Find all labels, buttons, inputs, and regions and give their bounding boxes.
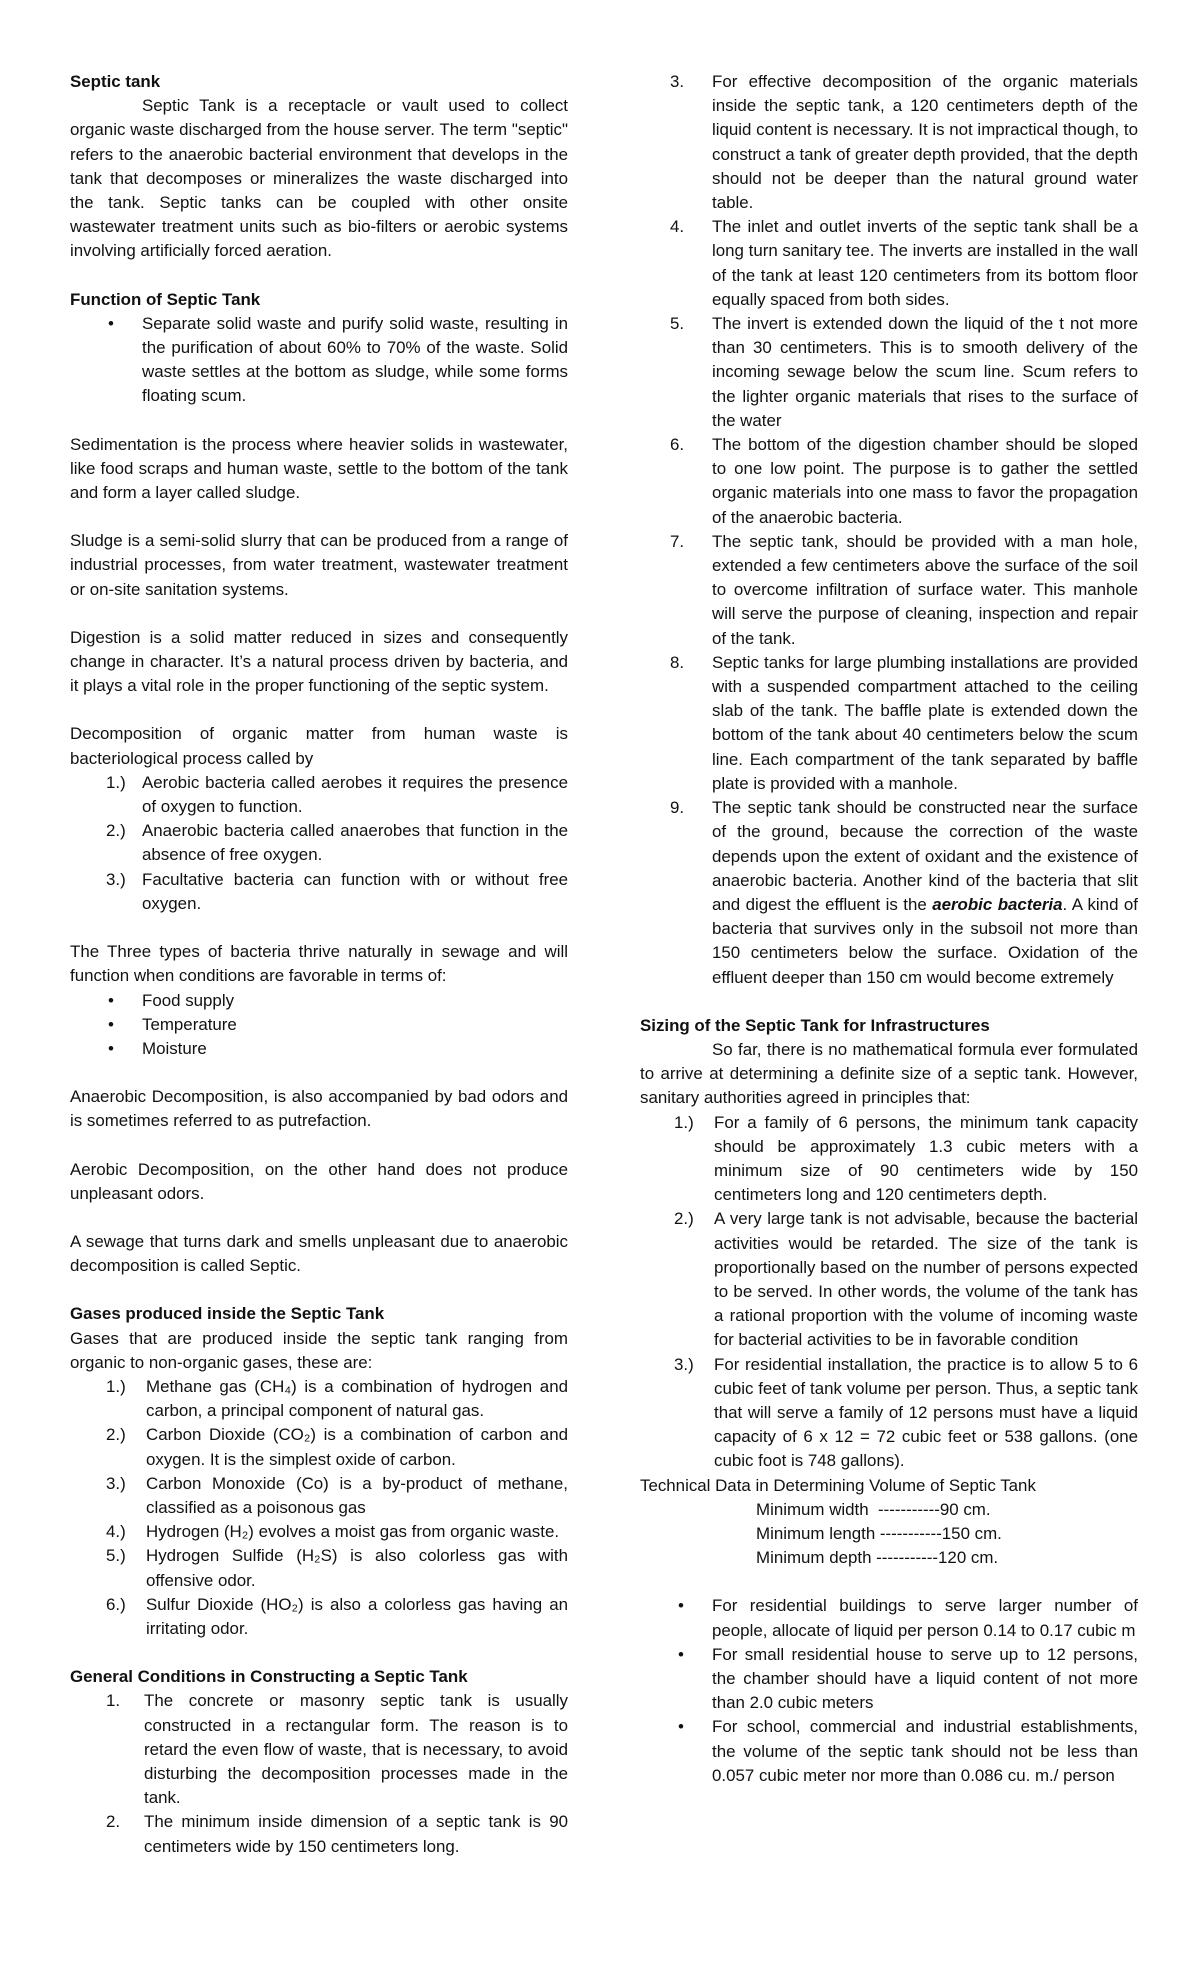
minimum-width-row: Minimum width -----------90 cm. — [756, 1499, 991, 1519]
three-types-intro: The Three types of bacteria thrive naturally in sewage and will function when conditions are favorable in terms of: — [70, 942, 568, 986]
general-conditions-list — [70, 1689, 568, 1858]
list-item: 2. The minimum inside dimension of a septic tank is 90 centimeters wide by 150 centimeters long. — [106, 1812, 568, 1856]
list-item: 7. The septic tank, should be provided with a man hole, extended a few centimeters above the surface of the soil to overcome infiltration of surface water. This manhole will serve the purpose of cleaning, inspection and repair of the tank. — [670, 531, 1138, 648]
list-item: 2.) Anaerobic bacteria called anaerobes that function in the absence of free oxygen. — [106, 821, 568, 865]
list-item: • Temperature — [70, 1013, 568, 1037]
decomposition-intro: Decomposition of organic matter from human waste is bacteriological process called by — [70, 724, 568, 768]
conditions-list — [70, 989, 568, 1062]
list-item: • For residential buildings to serve larger number of people, allocate of liquid per person 0.14 to 0.17 cubic m — [678, 1596, 1138, 1640]
anaerobic-paragraph: Anaerobic Decomposition, is also accompanied by bad odors and is sometimes referred to as putrefaction. — [70, 1087, 568, 1131]
gases-intro: Gases that are produced inside the septic tank ranging from organic to non-organic gases, these are: — [70, 1328, 568, 1372]
sludge-paragraph: Sludge is a semi-solid slurry that can be produced from a range of industrial processes, from water treatment, wastewater treatment or on-site sanitation systems. — [70, 531, 568, 599]
bullet-icon: • — [108, 1014, 114, 1034]
list-item: 1. The concrete or masonry septic tank is usually constructed in a rectangular form. The reason is to retard the even flow of waste, that is necessary, to avoid disturbing the decomposition processes made in the tank. — [106, 1691, 568, 1808]
septic-tank-heading: Septic tank — [70, 72, 161, 91]
list-item: 1.) Aerobic bacteria called aerobes it requires the presence of oxygen to function. — [106, 772, 568, 817]
list-item: • For school, commercial and industrial establishments, the volume of the septic tank should not be less than 0.057 cubic meter nor more than 0.086 cu. m./ person — [678, 1717, 1138, 1785]
minimum-depth-row: Minimum depth -----------120 cm. — [756, 1548, 999, 1568]
capacity-bullets — [640, 1594, 1138, 1788]
bullet-icon: • — [108, 1038, 114, 1058]
function-heading: Function of Septic Tank — [70, 289, 261, 309]
sizing-heading: Sizing of the Septic Tank for Infrastructures — [640, 1015, 990, 1035]
aerobic-paragraph: Aerobic Decomposition, on the other hand does not produce unpleasant odors. — [70, 1159, 568, 1203]
list-item: 2.) A very large tank is not advisable, because the bacterial activities would be retarded. The size of the tank is proportionally based on the number of persons expected to be served. In other words, the volume of the tank has a rational proportion with the volume of incoming waste for bacterial activities to be in favorable condition — [674, 1209, 1138, 1350]
list-item: 5. The invert is extended down the liquid of the t not more than 30 centimeters. This is to smooth delivery of the incoming sewage below the scum line. Scum refers to the lighter organic materials that rises to the surface of the water — [670, 314, 1138, 430]
sizing-list — [640, 1111, 1138, 1474]
list-item: 4. The inlet and outlet inverts of the septic tank shall be a long turn sanitary tee. The inverts are installed in the wall of the tank at least 120 centimeters from its bottom floor equally spaced from both sides. — [670, 217, 1138, 309]
decomposition-list — [70, 771, 568, 916]
list-item: 6.) Sulfur Dioxide (HO₂) is also a colorless gas having an irritating odor. — [106, 1594, 568, 1638]
list-item: 5.) Hydrogen Sulfide (H₂S) is also colorless gas with offensive odor. — [106, 1546, 568, 1590]
technical-data-heading: Technical Data in Determining Volume of Septic Tank — [640, 1475, 1036, 1495]
sedimentation-paragraph: Sedimentation is the process where heavier solids in wastewater, like food scraps and human waste, settle to the bottom of the tank and form a layer called sludge. — [70, 434, 568, 503]
gases-list — [70, 1375, 568, 1641]
minimum-length-row: Minimum length -----------150 cm. — [756, 1523, 1002, 1543]
general-conditions-list-continued — [640, 70, 1138, 990]
general-conditions-heading: General Conditions in Constructing a Septic Tank — [70, 1667, 468, 1687]
sizing-paragraph: So far, there is no mathematical formula ever formulated to arrive at determining a definite size of a septic tank. However, sanitary authorities agreed in principles that: — [640, 1039, 1138, 1108]
septic-definition: A sewage that turns dark and smells unpleasant due to anaerobic decomposition is called Septic. — [70, 1231, 568, 1276]
list-item: • For small residential house to serve up to 12 persons, the chamber should have a liquid content of not more than 2.0 cubic meters — [678, 1644, 1138, 1713]
list-item: 3. For effective decomposition of the organic materials inside the septic tank, a 120 centimeters depth of the liquid content is necessary. It is not impractical though, to construct a tank of greater depth provided, that the depth should not be deeper than the natural ground water table. — [670, 72, 1138, 213]
aerobic-bacteria-emphasis: aerobic bacteria — [932, 894, 1063, 914]
bullet-icon: • — [108, 313, 114, 333]
list-item: 1.) For a family of 6 persons, the minimum tank capacity should be approximately 1.3 cubic meters with a minimum size of 90 centimeters wide by 150 centimeters long and 120 centimeters depth. — [674, 1112, 1138, 1205]
gases-heading: Gases produced inside the Septic Tank — [70, 1304, 385, 1324]
bullet-icon: • — [678, 1596, 684, 1616]
list-item: 3.) Facultative bacteria can function with or without free oxygen. — [106, 869, 568, 913]
function-list — [70, 312, 568, 409]
list-item: • Moisture — [70, 1037, 568, 1061]
left-column — [70, 70, 568, 1859]
digestion-paragraph: Digestion is a solid matter reduced in sizes and consequently change in character. It’s a natural process driven by bacteria, and it plays a vital role in the proper functioning of the septic system. — [70, 627, 568, 696]
list-item: 6. The bottom of the digestion chamber should be sloped to one low point. The purpose is to gather the settled organic materials into one mass to favor the propagation of the anaerobic bacteria. — [670, 435, 1138, 527]
list-item: 2.) Carbon Dioxide (CO₂) is a combination of carbon and oxygen. It is the simplest oxide of carbon. — [106, 1425, 568, 1469]
list-item: 3.) For residential installation, the practice is to allow 5 to 6 cubic feet of tank volume per person. Thus, a septic tank that will serve a family of 12 persons must have a liquid capacity of 6 x 12 = 72 cubic feet or 538 gallons. (one cubic foot is 748 gallons). — [674, 1354, 1138, 1471]
right-column — [640, 70, 1138, 1788]
list-item: 1.) Methane gas (CH₄) is a combination of hydrogen and carbon, a principal component of natural gas. — [106, 1376, 568, 1421]
septic-tank-paragraph: Septic Tank is a receptacle or vault used to collect organic waste discharged from the house server. The term "septic" refers to the anaerobic bacterial environment that develops in the tank that decomposes or mineralizes the waste discharged into the tank. Septic tanks can be coupled with other onsite wastewater treatment units such as bio-filters or aerobic systems involving artificially forced aeration. — [70, 96, 568, 261]
list-item: • Food supply — [70, 989, 568, 1013]
list-item: 4.) Hydrogen (H₂) evolves a moist gas from organic waste. — [106, 1522, 560, 1542]
list-item: 9. The septic tank should be constructed near the surface of the ground, because the correction of the waste depends upon the extent of oxidant and the existence of anaerobic bacteria. Another kind of the bacteria that slit and digest the effluent is the aerobic bacteria. A kind of bacteria that survives only in the subsoil not more than 150 centimeters below the surface. Oxidation of the effluent deeper than 150 cm would become extremely — [670, 798, 1138, 987]
list-item: 3.) Carbon Monoxide (Co) is a by-product of methane, classified as a poisonous gas — [106, 1473, 568, 1517]
list-item: • Separate solid waste and purify solid waste, resulting in the purification of about 60% to 70% of the waste. Solid waste settles at the bottom as sludge, while some forms floating scum. — [108, 313, 568, 406]
list-item: 8. Septic tanks for large plumbing installations are provided with a suspended compartment attached to the ceiling slab of the tank. The baffle plate is extended down the bottom of the tank about 40 centimeters below the scum line. Each compartment of the tank separated by baffle plate is provided with a manhole. — [670, 652, 1138, 793]
bullet-icon: • — [678, 1644, 684, 1664]
bullet-icon: • — [678, 1717, 684, 1737]
bullet-icon: • — [108, 990, 114, 1010]
